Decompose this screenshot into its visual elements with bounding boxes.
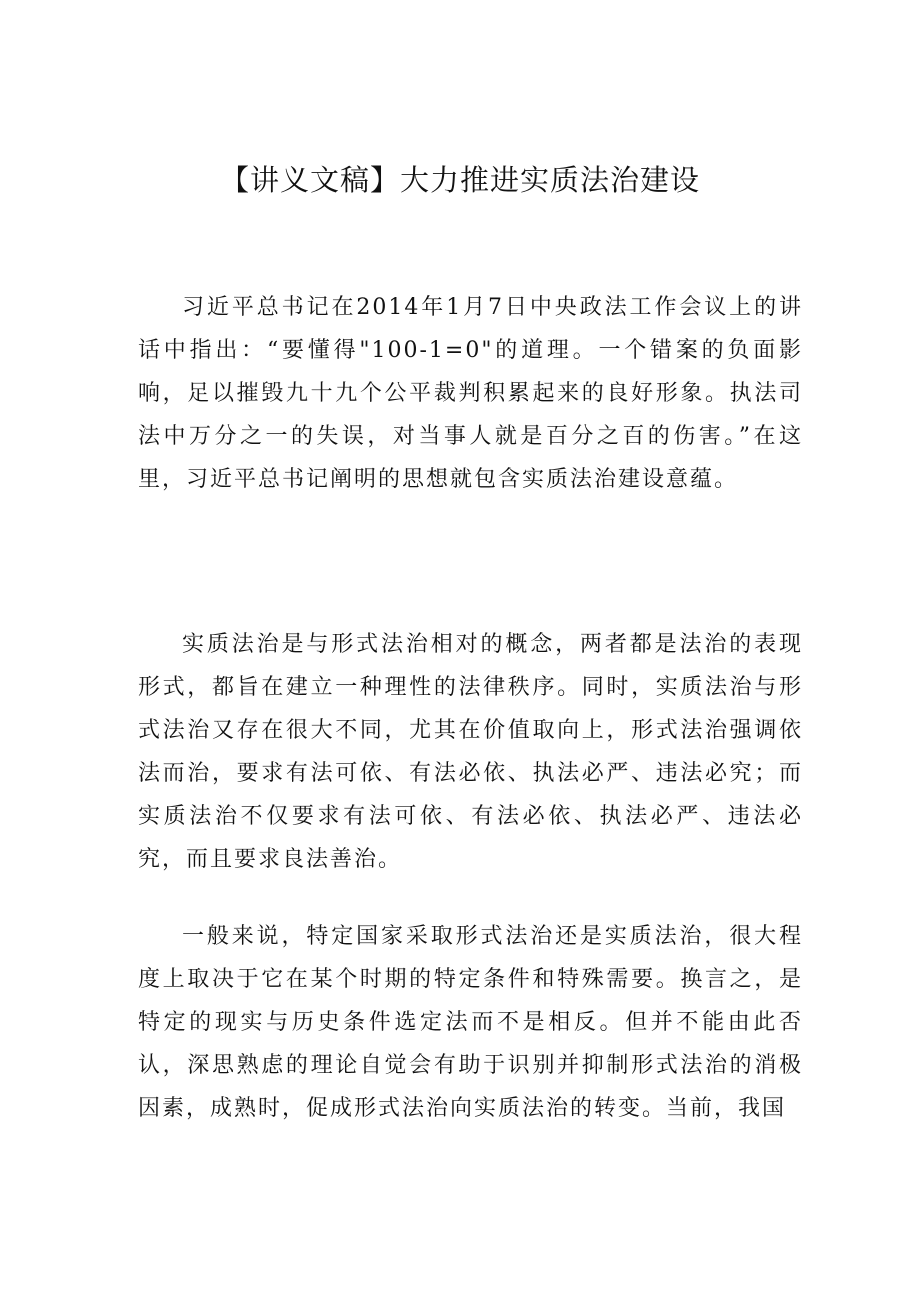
paragraph-1: 习近平总书记在2014年1月7日中央政法工作会议上的讲话中指出：“要懂得"100-1=0"的道理。一个错案的负面影响，足以摧毁九十九个公平裁判积累起来的良好形象。执法司法中万分之一的失误，对当事人就是百分之百的伤害。”在这里，习近平总书记阐明的思想就包含实质法治建设意蕴。 [138, 295, 803, 492]
paragraph-2: 实质法治是与形式法治相对的概念，两者都是法治的表现形式，都旨在建立一种理性的法律秩序。同时，实质法治与形式法治又存在很大不同，尤其在价值取向上，形式法治强调依法而治，要求有法可依、有法必依、执法必严、违法必究；而实质法治不仅要求有法可依、有法必依、执法必严、违法必究，而且要求良法善治。 [138, 632, 803, 872]
paragraph-3: 一般来说，特定国家采取形式法治还是实质法治，很大程度上取决于它在某个时期的特定条件和特殊需要。换言之，是特定的现实与历史条件选定法而不是相反。但并不能由此否认，深思熟虑的理论自觉会有助于识别并抑制形式法治的消极因素，成熟时，促成形式法治向实质法治的转变。当前，我国 [138, 924, 803, 1121]
document-title: 【讲义文稿】大力推进实质法治建设 [219, 163, 700, 197]
